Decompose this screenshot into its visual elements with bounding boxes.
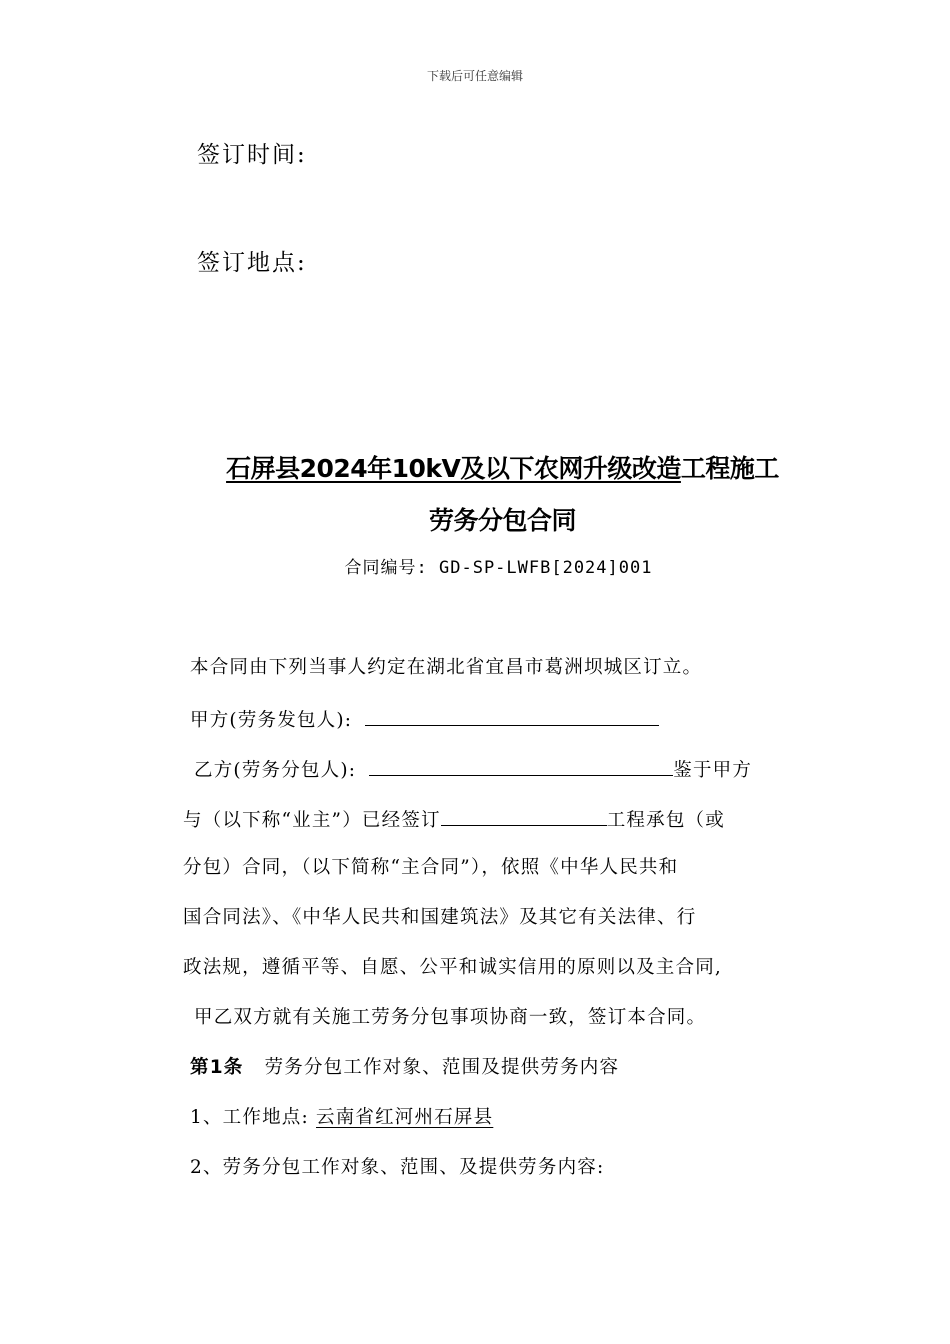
item1-value: 云南省红河州石屏县	[316, 1107, 494, 1128]
sign-time-label: 签订时间:	[197, 142, 307, 168]
article1-item1	[190, 1103, 493, 1129]
party-a-blank[interactable]	[365, 703, 659, 726]
article1-heading: 劳务分包工作对象、范围及提供劳务内容	[264, 1057, 620, 1078]
party-b-blank[interactable]	[369, 753, 673, 776]
party-a-line	[190, 703, 659, 732]
para-line1-pre: 与（以下称“业主”）已经签订	[183, 810, 441, 831]
party-b-line	[194, 753, 752, 782]
article1-number: 第1条	[190, 1057, 244, 1078]
party-b-label: 乙方(劳务分包人):	[194, 760, 357, 781]
para-line1-post: 工程承包（或	[606, 810, 725, 831]
para-line-2: 分包）合同，（以下简称“主合同”），依照《中华人民共和	[183, 857, 679, 878]
header-note: 下载后可任意编辑	[426, 69, 523, 83]
party-b-tail: 鉴于甲方	[673, 760, 753, 781]
para-line-1	[183, 803, 725, 832]
article1-heading-line	[190, 1053, 619, 1079]
article1-item2: 2、劳务分包工作对象、范围、及提供劳务内容:	[190, 1157, 605, 1178]
main-contract-blank[interactable]	[441, 803, 607, 826]
title-rest-part: 工程施工	[680, 454, 779, 483]
sign-place-label: 签订地点:	[197, 250, 307, 276]
item1-label: 1、工作地点:	[190, 1107, 309, 1128]
para-line-4: 政法规，遵循平等、自愿、公平和诚实信用的原则以及主合同,	[183, 957, 722, 978]
contract-title-line2: 劳务分包合同	[428, 506, 576, 535]
contract-number: 合同编号: GD-SP-LWFB[2024]001	[344, 558, 653, 578]
contract-title-line1	[0, 449, 950, 485]
title-underlined-part: 石屏县2024年10kV及以下农网升级改造	[226, 454, 681, 483]
intro-line: 本合同由下列当事人约定在湖北省宜昌市葛洲坝城区订立。	[190, 657, 703, 678]
para-line-3: 国合同法》、《中华人民共和国建筑法》及其它有关法律、行	[183, 907, 697, 928]
party-a-label: 甲方(劳务发包人):	[190, 710, 353, 731]
para-line-5: 甲乙双方就有关施工劳务分包事项协商一致，签订本合同。	[194, 1007, 707, 1028]
